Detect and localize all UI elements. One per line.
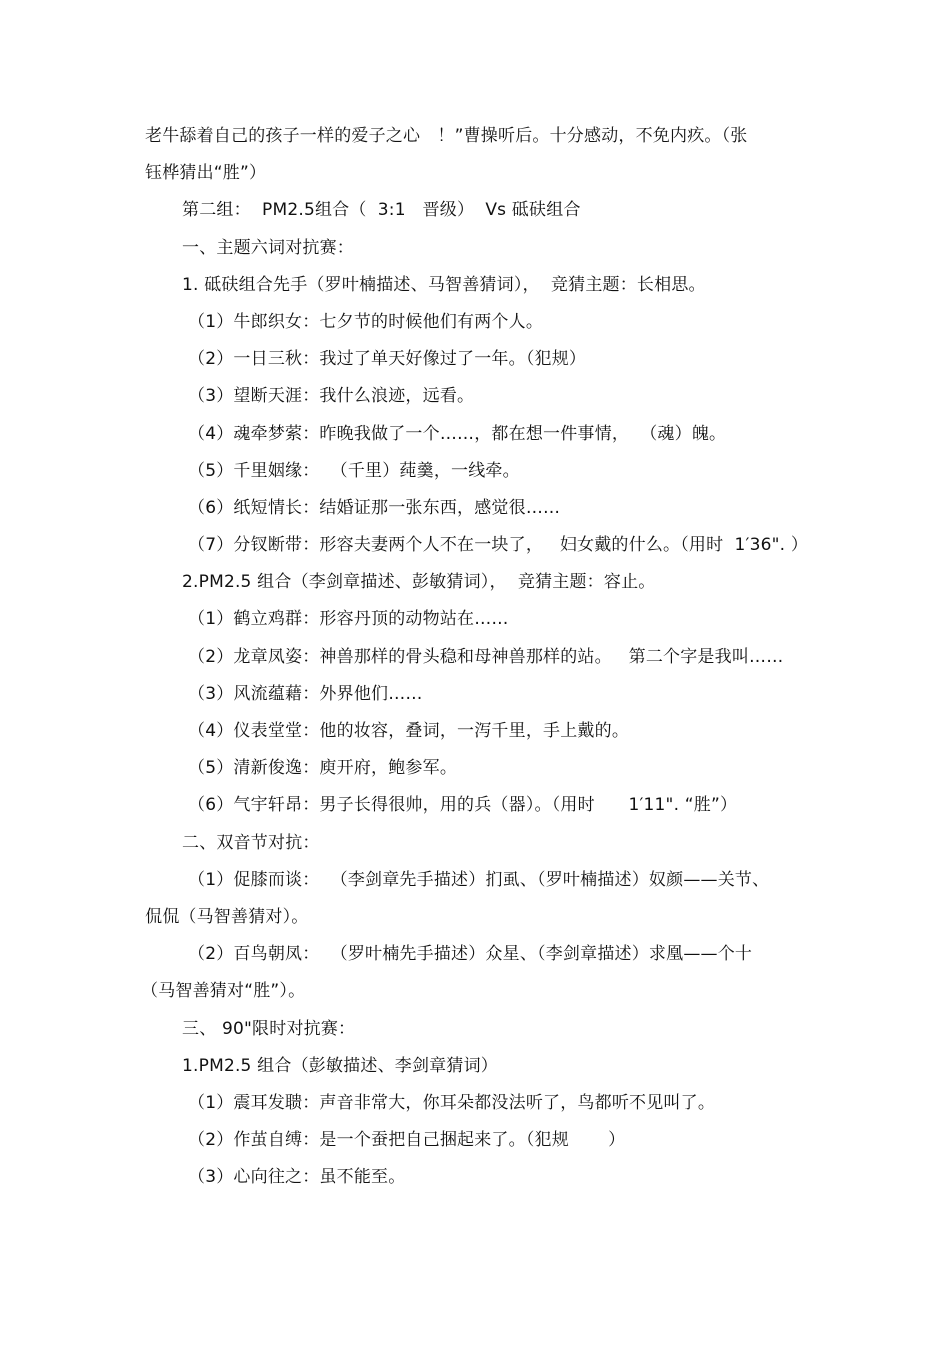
text-line: （2）龙章凤姿：神兽那样的骨头稳和母神兽那样的站。 第二个字是我叫…… <box>188 646 784 667</box>
text-line: 老牛舔着自己的孩子一样的爱子之心 ！”曹操听后。十分感动，不免内疚。（张 <box>145 126 748 146</box>
text-line: 2.PM2.5 组合（李剑章描述、彭敏猜词）， 竞猜主题：容止。 <box>182 572 656 593</box>
text-line: （1）鹤立鸡群：形容丹顶的动物站在…… <box>188 609 509 630</box>
text-line: （2）百鸟朝凤： （罗叶楠先手描述）众星、（李剑章描述）求凰——个十 <box>188 944 753 965</box>
text-line: （3）心向往之：虽不能至。 <box>188 1167 406 1188</box>
text-line: （3）望断天涯：我什么浪迹，远看。 <box>188 386 475 407</box>
text-line: （5）千里姻缘： （千里）莼羹，一线牵。 <box>188 460 520 481</box>
text-line: 三、 90"限时对抗赛： <box>182 1018 356 1039</box>
text-line: （4）魂牵梦萦：昨晚我做了一个……，都在想一件事情， （魂）魄。 <box>188 423 727 444</box>
text-line: 第二组： PM2.5组合（ 3:1 晋级） Vs 砥砆组合 <box>182 200 581 221</box>
document-body <box>0 118 950 1196</box>
text-line: （3）风流蕴藉：外界他们…… <box>188 683 423 704</box>
text-line: （5）清新俊逸：庾开府，鲍参军。 <box>188 758 458 779</box>
text-line: （6）纸短情长：结婚证那一张东西，感觉很…… <box>188 497 561 518</box>
text-line: 一、主题六词对抗赛： <box>182 237 354 258</box>
text-line: （6）气宇轩昂：男子长得很帅，用的兵（器）。（用时 1′11". “胜”） <box>188 795 738 816</box>
text-line: （马智善猜对“胜”）。 <box>141 981 306 1002</box>
text-line: 侃侃（马智善猜对）。 <box>145 906 309 927</box>
text-line: （1）牛郎织女：七夕节的时候他们有两个人。 <box>188 311 544 332</box>
text-line: （2）作茧自缚：是一个蚕把自己捆起来了。（犯规 ） <box>188 1130 626 1151</box>
text-line: （2）一日三秋：我过了单天好像过了一年。（犯规） <box>188 349 587 370</box>
text-line: 1.PM2.5 组合（彭敏描述、李剑章猜词） <box>182 1055 498 1076</box>
text-line: 1. 砥砆组合先手（罗叶楠描述、马智善猜词）， 竞猜主题：长相思。 <box>182 274 706 295</box>
text-line: （1）震耳发聩：声音非常大，你耳朵都没法听了，鸟都听不见叫了。 <box>188 1092 716 1113</box>
text-line: （4）仪表堂堂：他的妆容，叠词，一泻千里，手上戴的。 <box>188 721 630 741</box>
text-line: （1）促膝而谈： （李剑章先手描述）扪虱、（罗叶楠描述）奴颜——关节、 <box>188 869 770 890</box>
text-line: 二、双音节对抗： <box>182 832 320 853</box>
text-line: 钰桦猜出“胜”） <box>145 163 267 184</box>
text-line: （7）分钗断带：形容夫妻两个人不在一块了， 妇女戴的什么。（用时 1′36". ） <box>188 535 809 556</box>
